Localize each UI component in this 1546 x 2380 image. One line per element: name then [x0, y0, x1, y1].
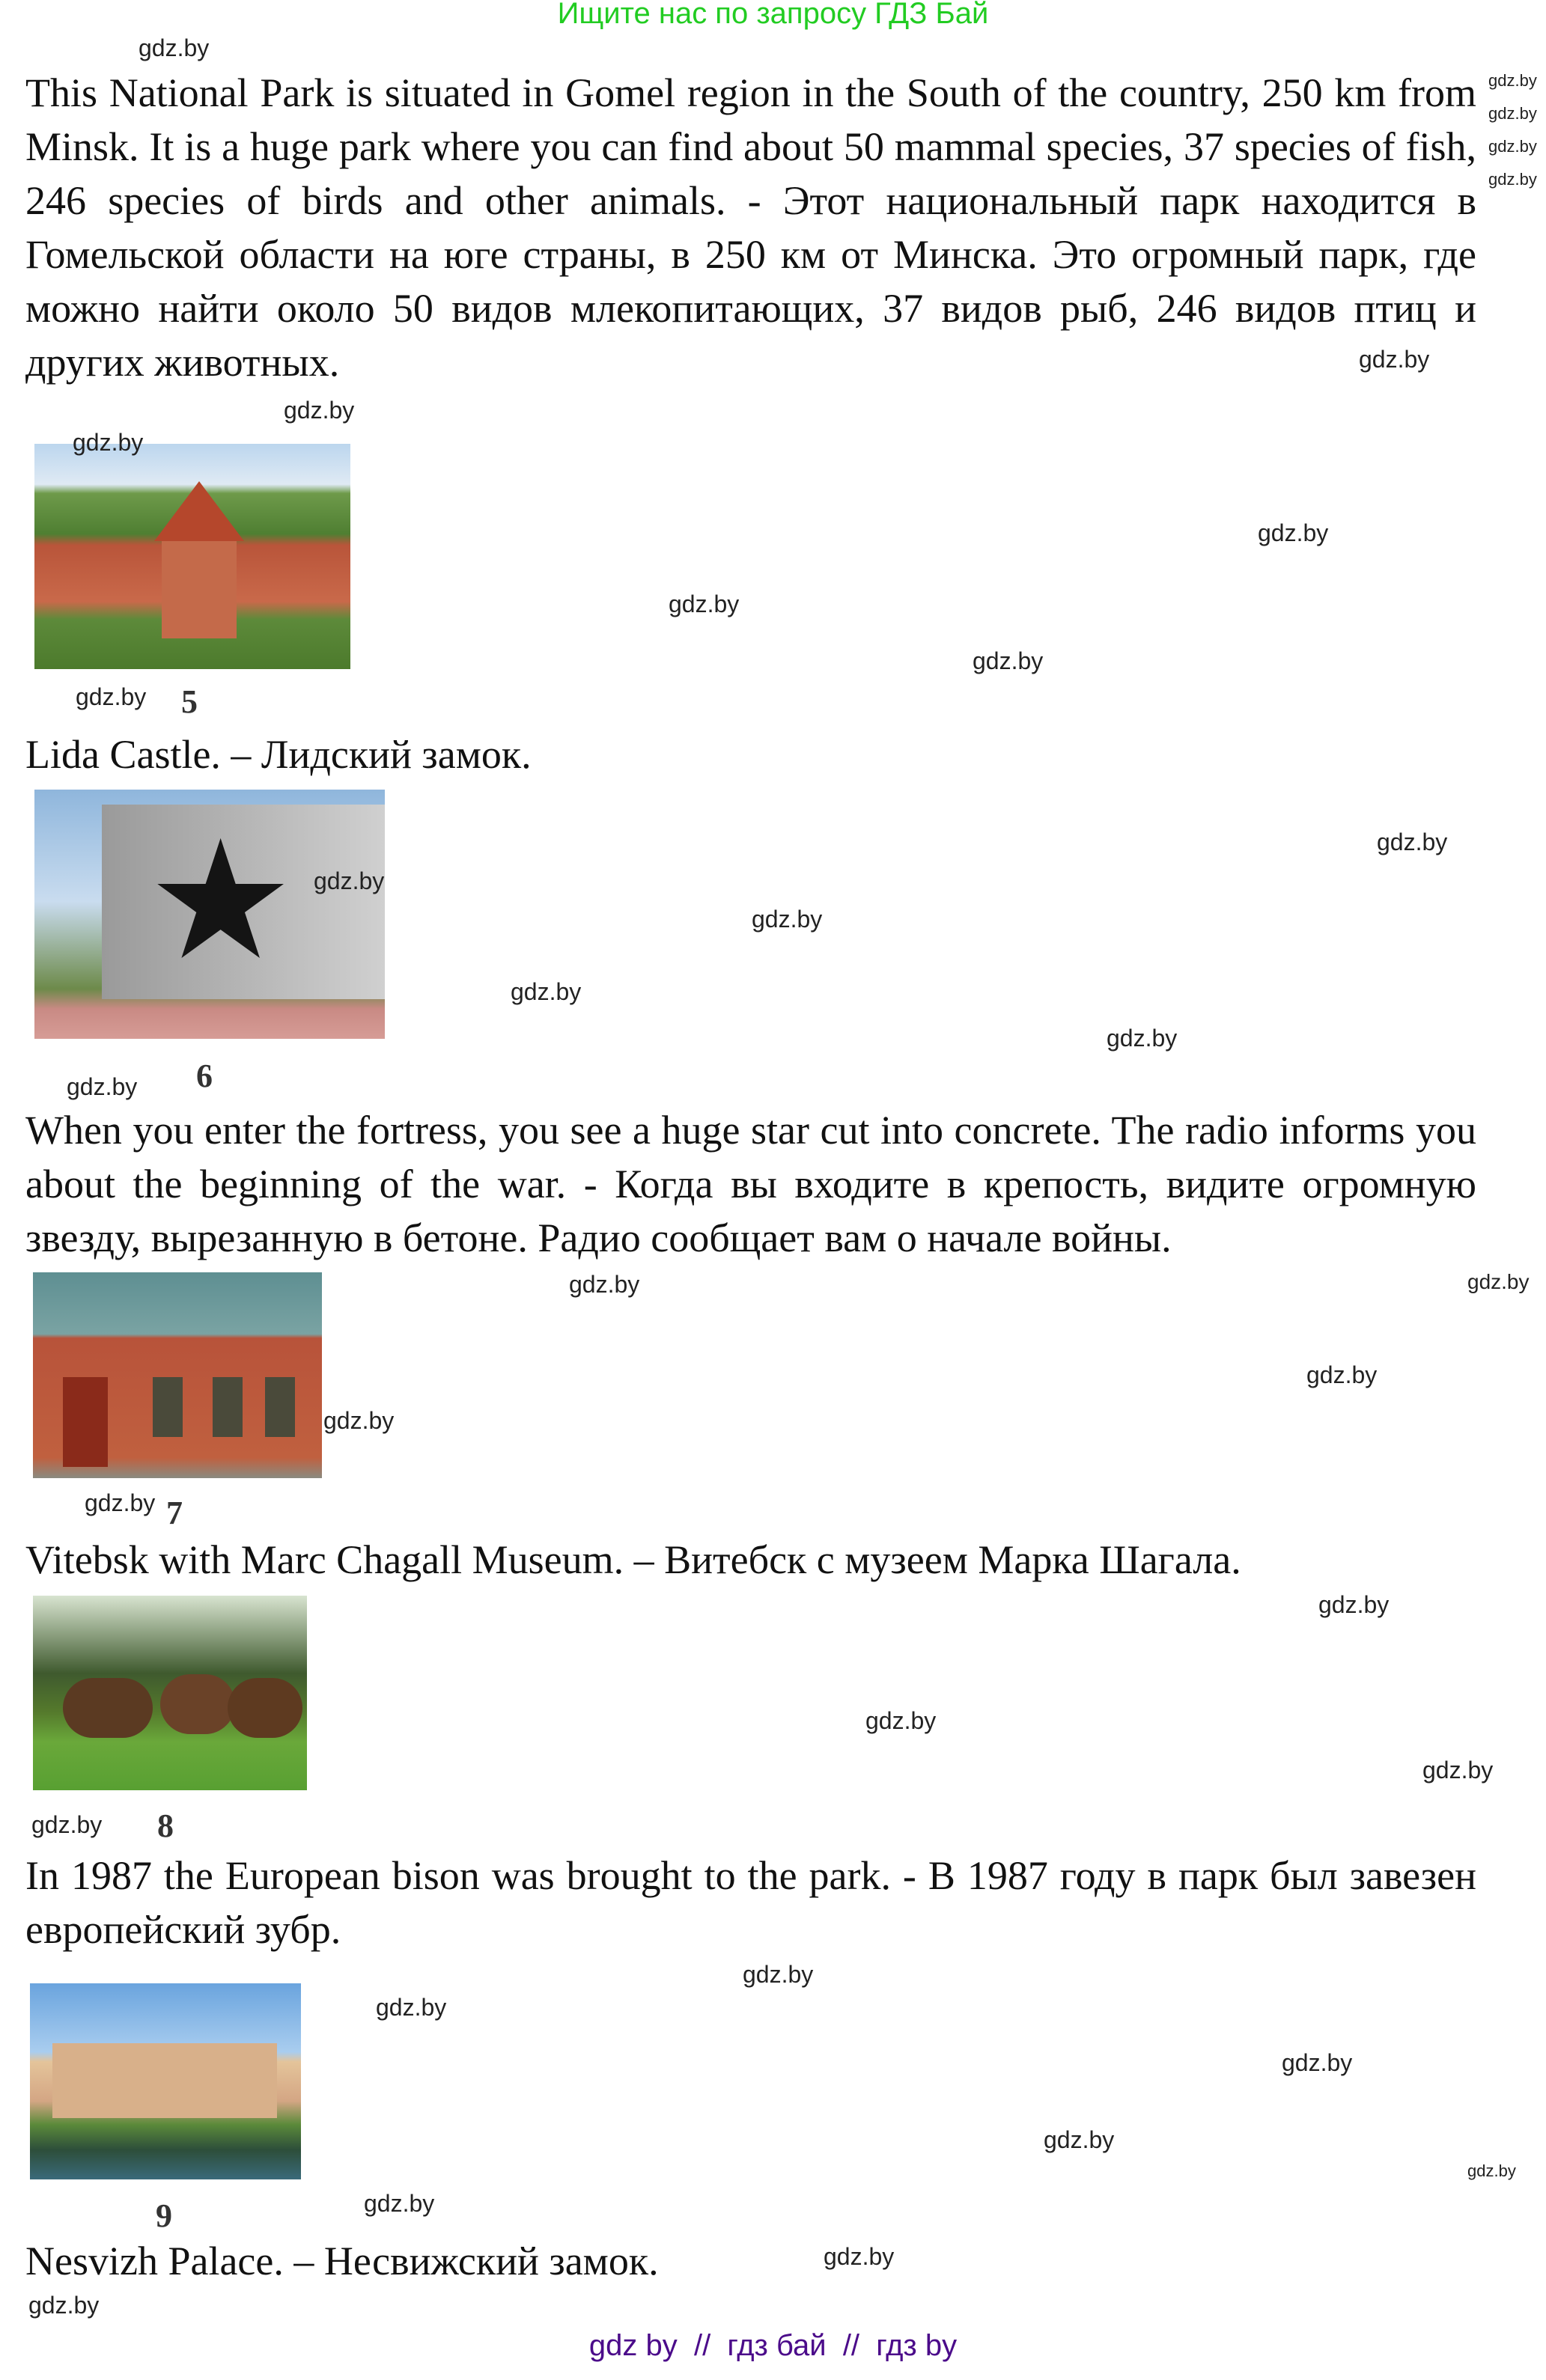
figure-number: 9	[156, 2197, 172, 2234]
brest-fortress-photo	[34, 790, 385, 1039]
watermark: gdz.by	[1377, 829, 1448, 855]
watermark: gdz.by	[1488, 137, 1537, 156]
paragraph-national-park: This National Park is situated in Gomel region in the South of the country, 250 km from Minsk. It is a huge park where you can find about 50 mammal species, 37 species of fish, 246 species of birds and other animals. - Этот национальный парк находится в Гомельской области на юге страны, в 250 км от Минска. Это огромный парк, где можно найти около 50 видов млекопитающих, 37 видов рыб, 246 видов птиц и других животных.	[25, 70, 1476, 385]
watermark: gdz.by	[865, 1707, 937, 1734]
chagall-museum-photo	[33, 1272, 322, 1478]
watermark: gdz.by	[314, 867, 385, 894]
watermark: gdz.by	[1282, 2049, 1353, 2076]
watermark: gdz.by	[139, 34, 210, 61]
watermark: gdz.by	[1107, 1025, 1178, 1052]
window	[213, 1377, 243, 1437]
european-bison-photo	[33, 1596, 307, 1790]
figure-number: 8	[157, 1807, 174, 1844]
watermark: gdz.by	[364, 2190, 435, 2217]
watermark: gdz.by	[1359, 346, 1430, 373]
paragraph-bison: In 1987 the European bison was brought to the park. - В 1987 году в парк был завезен европейский зубр.	[25, 1853, 1476, 1952]
watermark: gdz.by	[824, 2243, 895, 2270]
watermark: gdz.by	[1258, 519, 1329, 546]
watermark: gdz.by	[973, 647, 1044, 674]
watermark: gdz.by	[28, 2292, 100, 2319]
watermark: gdz.by	[1044, 2126, 1115, 2153]
nesvizh-palace-photo	[30, 1983, 301, 2179]
figure-number: 7	[166, 1495, 183, 1531]
caption-nesvizh: Nesvizh Palace. – Несвижский замок.	[25, 2239, 659, 2283]
watermark: gdz.by	[511, 978, 582, 1005]
footer-links[interactable]: gdz by // гдз бай // гдз by	[588, 2329, 958, 2362]
watermark: gdz.by	[67, 1073, 138, 1100]
watermark: gdz.by	[284, 397, 355, 424]
paragraph-fortress: When you enter the fortress, you see a huge star cut into concrete. The radio informs you about the beginning of the war. - Когда вы входите в крепость, видите огромную звезду, вырезанную в бетоне. Радио сообщает вам о начале войны.	[25, 1108, 1476, 1260]
castle-tower	[162, 541, 237, 638]
window	[265, 1377, 295, 1437]
watermark: gdz.by	[669, 591, 740, 617]
watermark: gdz.by	[1306, 1361, 1378, 1388]
castle-tower-roof	[154, 481, 244, 541]
watermark: gdz.by	[1488, 104, 1537, 123]
bison	[228, 1678, 302, 1738]
watermark: gdz.by	[569, 1271, 640, 1298]
watermark: gdz.by	[1467, 2161, 1516, 2180]
watermark: gdz.by	[1488, 71, 1537, 90]
watermark: gdz.by	[76, 683, 147, 710]
watermark: gdz.by	[376, 1994, 447, 2021]
watermark: gdz.by	[1422, 1757, 1494, 1784]
watermark: gdz.by	[1488, 170, 1537, 189]
window	[153, 1377, 183, 1437]
watermark: gdz.by	[85, 1489, 156, 1516]
watermark: gdz.by	[752, 906, 823, 933]
caption-lida: Lida Castle. – Лидский замок.	[25, 732, 532, 777]
lida-castle-photo	[34, 444, 350, 669]
watermark: gdz.by	[743, 1961, 814, 1988]
star-icon: ★	[147, 811, 295, 993]
watermark: gdz.by	[1467, 1270, 1530, 1293]
figure-number: 6	[196, 1058, 213, 1094]
museum-door	[63, 1377, 108, 1467]
caption-vitebsk: Vitebsk with Marc Chagall Museum. – Витебск с музеем Марка Шагала.	[25, 1537, 1241, 1582]
watermark: gdz.by	[1318, 1591, 1390, 1618]
promo-header[interactable]: Ищите нас по запросу ГДЗ Бай	[557, 0, 989, 30]
watermark: gdz.by	[31, 1811, 103, 1838]
palace-building	[52, 2043, 277, 2118]
figure-number: 5	[181, 683, 198, 720]
watermark: gdz.by	[323, 1407, 395, 1434]
bison	[63, 1678, 153, 1738]
watermark: gdz.by	[73, 429, 144, 456]
bison	[160, 1674, 235, 1734]
